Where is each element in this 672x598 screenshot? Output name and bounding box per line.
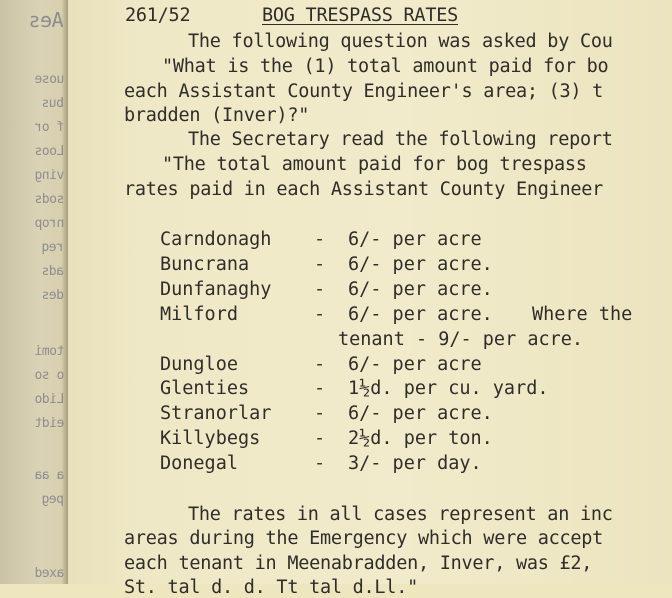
paragraph-line: The following question was asked by Cou bbox=[188, 31, 613, 52]
dash-separator: - bbox=[314, 428, 326, 449]
place-name: Stranorlar bbox=[160, 403, 272, 424]
bleed-text: ving bbox=[34, 168, 64, 183]
section-heading: BOG TRESPASS RATES bbox=[262, 5, 458, 26]
bleed-text: bus bbox=[42, 96, 64, 111]
paragraph-line: The rates in all cases represent an inc bbox=[188, 504, 613, 525]
place-name: Buncrana bbox=[160, 254, 250, 275]
dash-separator: - bbox=[314, 279, 326, 300]
rate-value: 6/- per acre. bbox=[348, 279, 493, 300]
place-name: Glenties bbox=[160, 378, 250, 399]
place-name: Killybegs bbox=[160, 428, 261, 449]
bleed-text: eidt bbox=[34, 416, 64, 431]
paragraph-line: The Secretary read the following report bbox=[188, 129, 613, 150]
place-name: Milford bbox=[160, 304, 238, 325]
bleed-text: axed bbox=[34, 566, 64, 581]
dash-separator: - bbox=[314, 403, 326, 424]
place-name: Donegal bbox=[160, 453, 238, 474]
bleed-text: peg bbox=[42, 492, 64, 507]
paragraph-line: bradden (Inver)?" bbox=[124, 105, 310, 126]
bleed-text: Aes bbox=[29, 8, 64, 32]
rate-value: 6/- per acre bbox=[348, 229, 482, 250]
paragraph-line: St. tal d. d. Tt tal d.Ll." bbox=[124, 577, 418, 598]
paragraph-line: each Assistant County Engineer's area; (3) t bbox=[124, 81, 604, 102]
bleed-text: uose bbox=[34, 72, 64, 87]
bleed-text: ads bbox=[42, 264, 64, 279]
dash-separator: - bbox=[314, 453, 326, 474]
bleed-text: des bbox=[42, 288, 64, 303]
rate-note-continuation: tenant - 9/- per acre. bbox=[338, 329, 584, 350]
paragraph-line: "What is the (1) total amount paid for bo bbox=[162, 56, 609, 77]
rate-value: 3/- per day. bbox=[348, 453, 482, 474]
dash-separator: - bbox=[314, 304, 326, 325]
place-name: Dunfanaghy bbox=[160, 279, 272, 300]
dash-separator: - bbox=[314, 378, 326, 399]
rate-note: Where the bbox=[532, 304, 633, 325]
rate-value: 2½d. per ton. bbox=[348, 428, 493, 449]
paragraph-line: each tenant in Meenabradden, Inver, was £2, bbox=[124, 553, 593, 574]
paragraph-line: areas during the Emergency which were accept bbox=[124, 528, 604, 549]
bleed-text: nrop bbox=[34, 216, 64, 231]
adjacent-page-bleed-through bbox=[0, 0, 68, 584]
bleed-text: o so bbox=[34, 368, 64, 383]
rate-value: 6/- per acre. bbox=[348, 254, 493, 275]
dash-separator: - bbox=[314, 354, 326, 375]
rate-value: 6/- per acre. bbox=[348, 403, 493, 424]
bleed-text: sods bbox=[34, 192, 64, 207]
bleed-text: req bbox=[42, 240, 64, 255]
bleed-text: Lido bbox=[34, 392, 64, 407]
dash-separator: - bbox=[314, 254, 326, 275]
rate-value: 1½d. per cu. yard. bbox=[348, 378, 549, 399]
bleed-text: f or bbox=[34, 120, 64, 135]
rate-value: 6/- per acre. bbox=[348, 304, 493, 325]
bleed-text: Loos bbox=[34, 144, 64, 159]
bleed-text: tomi bbox=[34, 344, 64, 359]
minute-reference-number: 261/52 bbox=[125, 5, 191, 26]
place-name: Carndonagh bbox=[160, 229, 272, 250]
rate-value: 6/- per acre bbox=[348, 354, 482, 375]
place-name: Dungloe bbox=[160, 354, 238, 375]
dash-separator: - bbox=[314, 229, 326, 250]
paragraph-line: "The total amount paid for bog trespass bbox=[162, 154, 587, 175]
bleed-text: a aa bbox=[34, 468, 64, 483]
paragraph-line: rates paid in each Assistant County Engineer bbox=[124, 179, 604, 200]
